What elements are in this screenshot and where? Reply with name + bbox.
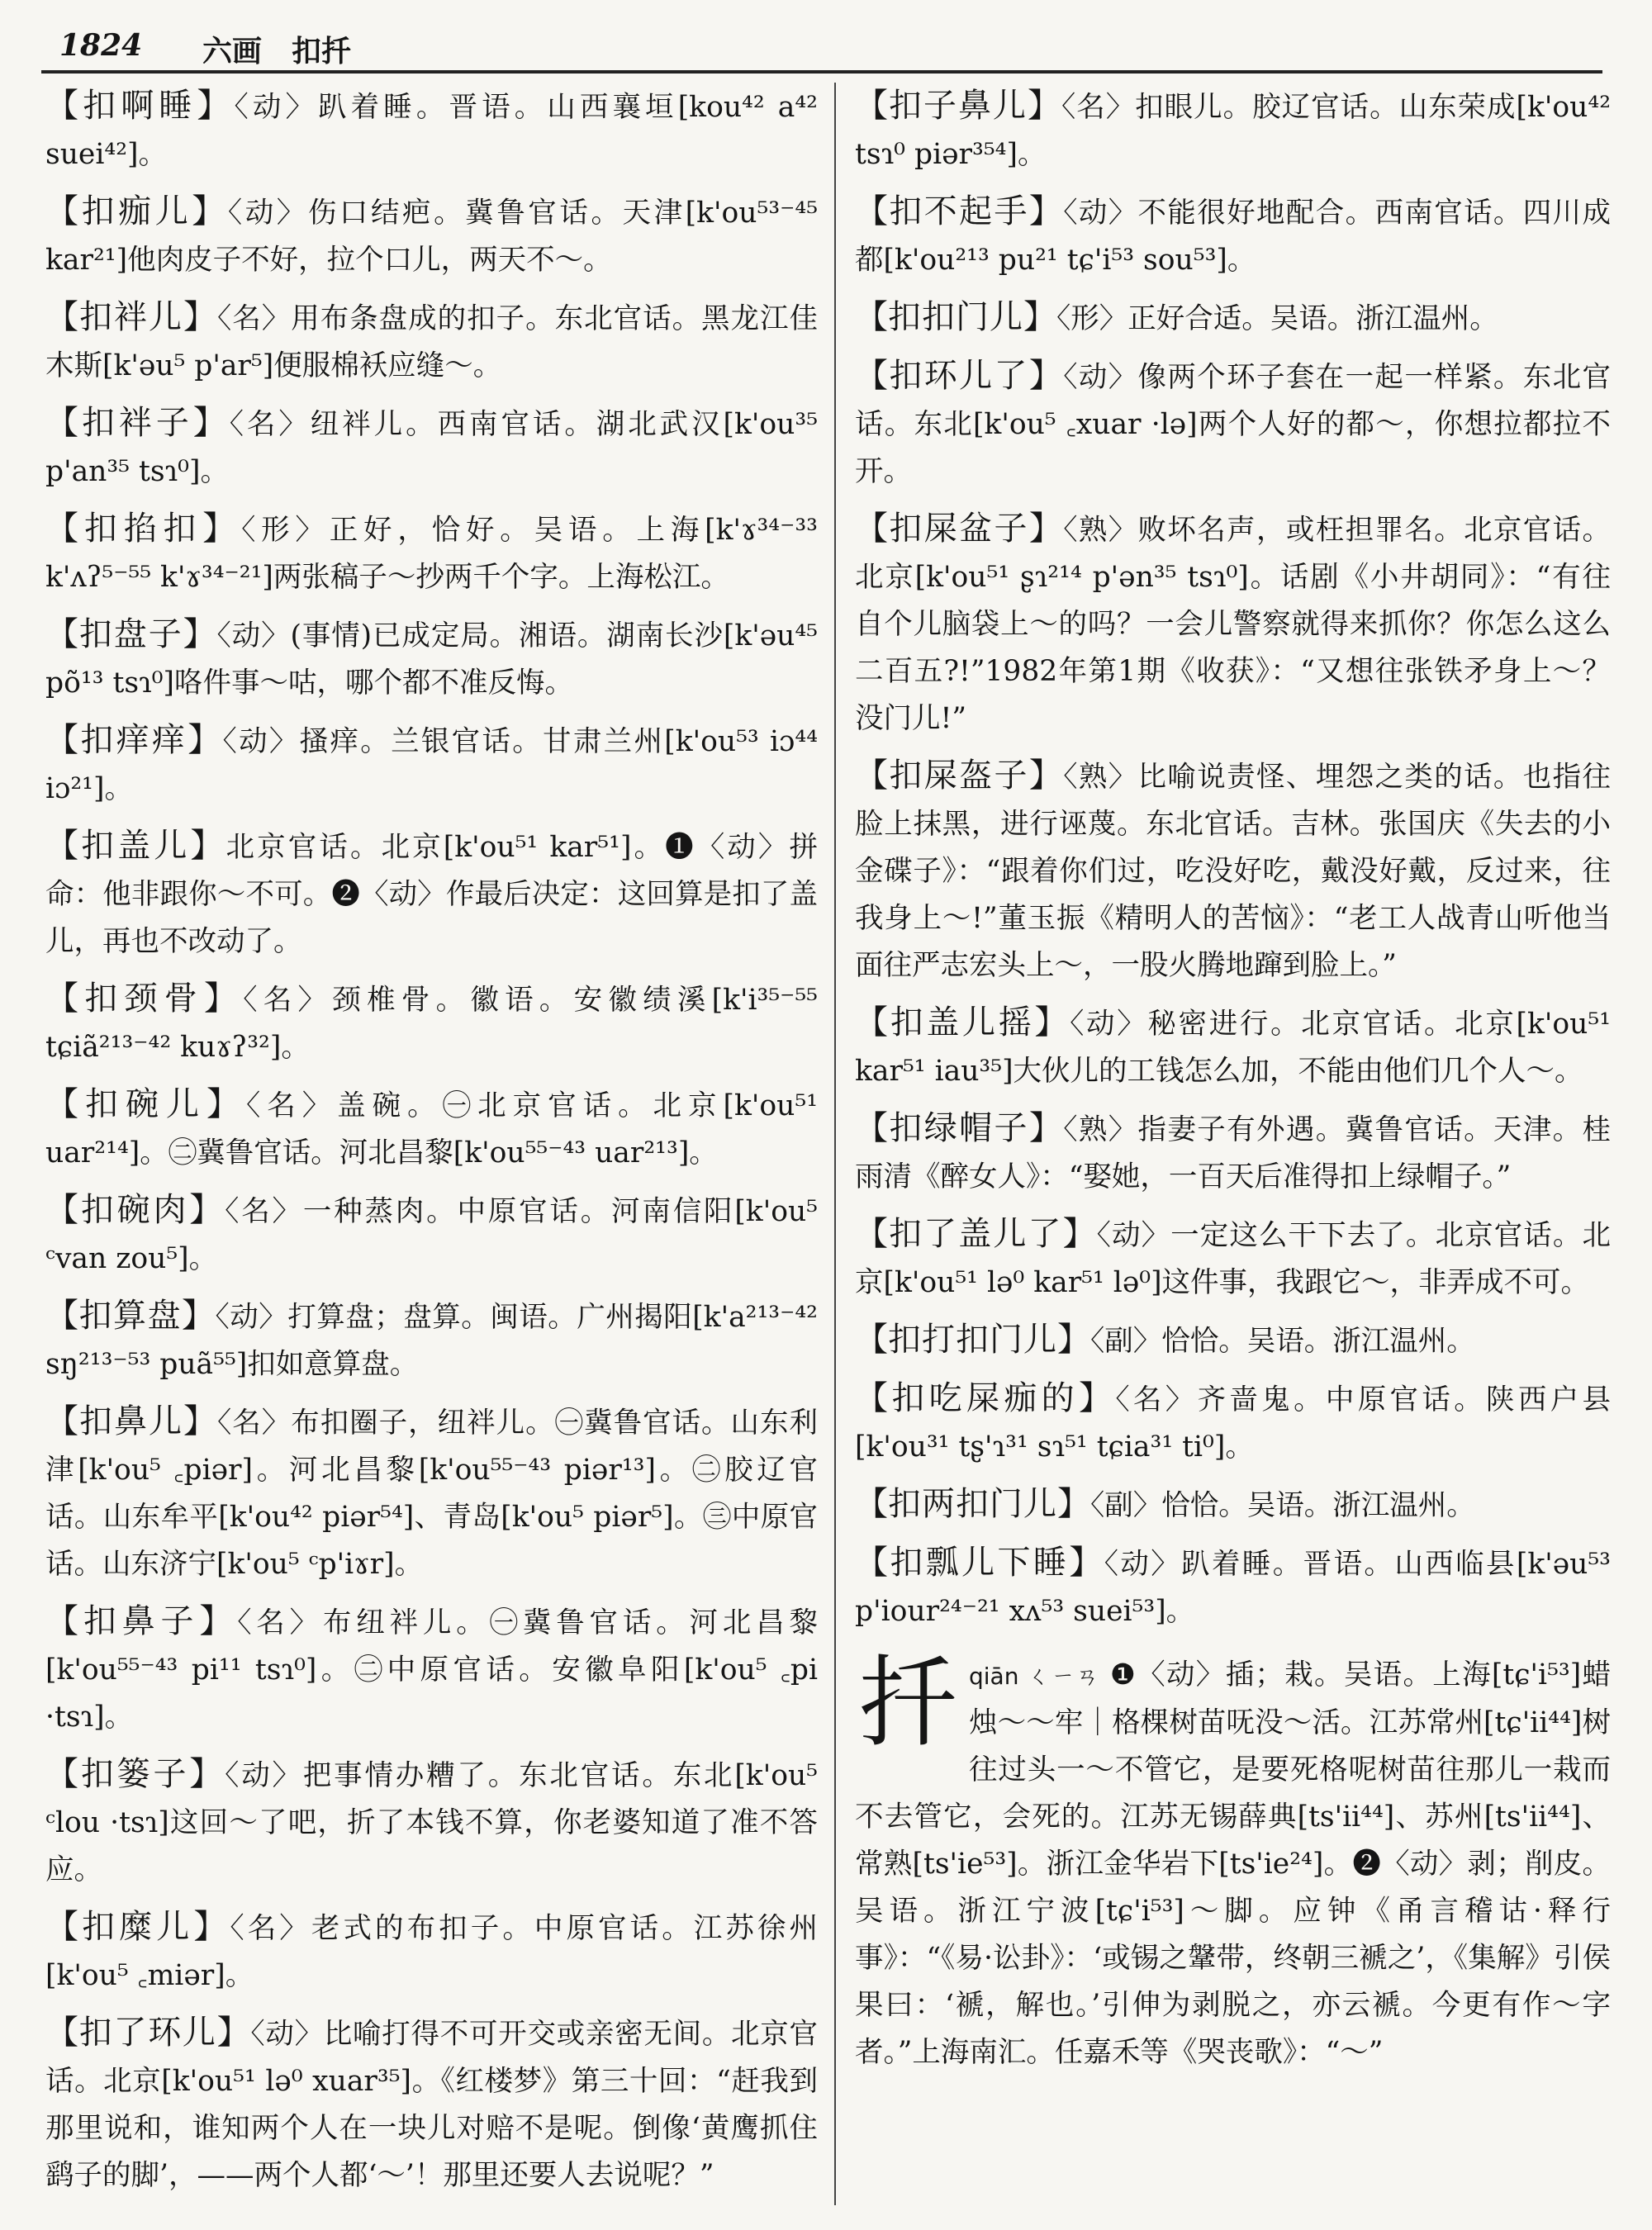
headword: 扣碗肉 [80, 1191, 190, 1229]
definition: 〈熟〉指妻子有外遇。冀鲁官话。天津。桂雨清《醉女人》：“娶她，一百天后准得扣上绿帽子。” [855, 1113, 1611, 1193]
entry: 【扣掐扣】〈形〉正好，恰好。吴语。上海[k'ɤ³⁴⁻³³ k'ʌʔ⁵⁻⁵⁵ k'ɤ³⁴⁻²¹]两张稿子～抄两千个字。上海松江。 [45, 510, 818, 594]
column-divider [834, 83, 836, 2205]
definition: 〈名〉纽袢儿。西南官话。湖北武汉[k'ou³⁵ p'an³⁵ tsɿ⁰]。 [45, 408, 818, 488]
entry: 【扣瓢儿下睡】〈动〉趴着睡。晋语。山西临县[k'əu⁵³ p'iour²⁴⁻²¹ xʌ⁵³ suei⁵³]。 [855, 1544, 1611, 1628]
definition: 〈名〉扣眼儿。胶辽官话。山东荣成[k'ou⁴² tsɿ⁰ piər³⁵⁴]。 [855, 91, 1611, 171]
definition: 〈动〉搔痒。兰银官话。甘肃兰州[k'ou⁵³ iɔ⁴⁴ iɔ²¹]。 [45, 725, 818, 805]
definition: 〈动〉比喻打得不可开交或亲密无间。北京官话。北京[k'ou⁵¹ lə⁰ xuar³⁵]。《红楼梦》第三十回：“赶我到那里说和，谁知两个人在一块儿对赔不是呢。倒像‘黄鹰抓住鹞子的脚’，——两个人都‘～’！那里还要人去说呢？” [45, 2018, 818, 2192]
definition: 〈熟〉败坏名声，或枉担罪名。北京官话。北京[k'ou⁵¹ ʂɿ²¹⁴ p'ən³⁵ tsɿ⁰]。话剧《小井胡同》：“有往自个儿脑袋上～的吗？一会儿警察就得来抓你？你怎么这么二百五?!”1982年第1期《收获》：“又想往张铁矛身上～？没门儿!” [855, 514, 1611, 735]
headword: 扣痂儿 [81, 192, 192, 230]
right-column [855, 83, 1611, 2213]
entry: 【扣碗肉】〈名〉一种蒸肉。中原官话。河南信阳[k'ou⁵ ᶜvan zou⁵]。 [45, 1191, 818, 1275]
headword: 扣啊睡 [83, 87, 197, 125]
definition: 〈名〉盖碗。㊀北京官话。北京[k'ou⁵¹ uar²¹⁴]。㊁冀鲁官话。河北昌黎[k'ou⁵⁵⁻⁴³ uar²¹³]。 [45, 1089, 818, 1170]
definition: 〈动〉不能很好地配合。西南官话。四川成都[k'ou²¹³ pu²¹ tɕ'i⁵³ sou⁵³]。 [855, 197, 1611, 277]
headword: 扣了盖儿了 [889, 1215, 1063, 1253]
entry: 【扣袢子】〈名〉纽袢儿。西南官话。湖北武汉[k'ou³⁵ p'an³⁵ tsɿ⁰]。 [45, 404, 818, 488]
entry: 【扣篓子】〈动〉把事情办糟了。东北官话。东北[k'ou⁵ ᶜlou ·tsɿ]这回～了吧，折了本钱不算，你老婆知道了准不答应。 [45, 1755, 818, 1886]
head-character: 扦 [858, 1646, 957, 1761]
headword: 扣鼻儿 [79, 1402, 183, 1440]
entry: 【扣了环儿】〈动〉比喻打得不可开交或亲密无间。北京官话。北京[k'ou⁵¹ lə⁰ xuar³⁵]。《红楼梦》第三十回：“赶我到那里说和，谁知两个人在一块儿对赔不是呢。倒像‘黄鹰抓住鹞子的脚’，——两个人都‘～’！那里还要人去说呢？” [45, 2014, 818, 2192]
entry: 【扣鼻子】〈名〉布纽袢儿。㊀冀鲁官话。河北昌黎[k'ou⁵⁵⁻⁴³ pi¹¹ tsɿ⁰]。㊁中原官话。安徽阜阳[k'ou⁵ ꜀pi ·tsɿ]。 [45, 1602, 818, 1734]
entry: 【扣吃屎痂的】〈名〉齐啬鬼。中原官话。陕西户县[k'ou³¹ tʂ'ɿ³¹ sɿ⁵¹ tɕia³¹ ti⁰]。 [855, 1379, 1611, 1464]
headword: 扣盖儿 [81, 827, 191, 865]
page-number: 1824 [59, 28, 143, 63]
definition: 〈动〉把事情办糟了。东北官话。东北[k'ou⁵ ᶜlou ·tsɿ]这回～了吧，折了本钱不算，你老婆知道了准不答应。 [45, 1759, 818, 1886]
headword: 扣两扣门儿 [888, 1485, 1057, 1523]
definition: 〈形〉正好合适。吴语。浙江温州。 [1056, 302, 1498, 335]
entry: 【扣盖儿摇】〈动〉秘密进行。北京官话。北京[k'ou⁵¹ kar⁵¹ iau³⁵]大伙儿的工钱怎么加，不能由他们几个人～。 [855, 1004, 1611, 1088]
headword: 扣打扣门儿 [888, 1321, 1057, 1359]
headword: 扣屎盆子 [889, 510, 1029, 548]
entry: 【扣算盘】〈动〉打算盘；盘算。闽语。广州揭阳[k'a²¹³⁻⁴² sŋ²¹³⁻⁵³ puã⁵⁵]扣如意算盘。 [45, 1297, 818, 1381]
entry: 【扣痒痒】〈动〉搔痒。兰银官话。甘肃兰州[k'ou⁵³ iɔ⁴⁴ iɔ²¹]。 [45, 721, 818, 805]
headword: 扣痒痒 [80, 721, 188, 759]
definition: 〈动〉(事情)已成定局。湘语。湖南长沙[k'əu⁴⁵ põ¹³ tsɿ⁰]咯件事～咕，哪个都不准反悔。 [45, 619, 818, 700]
definition: 〈名〉齐啬鬼。中原官话。陕西户县[k'ou³¹ tʂ'ɿ³¹ sɿ⁵¹ tɕia³¹ ti⁰]。 [855, 1383, 1611, 1464]
headword: 扣环儿了 [889, 357, 1029, 395]
headword: 扣掐扣 [83, 510, 203, 548]
entry: 【扣扣门儿】〈形〉正好合适。吴语。浙江温州。 [855, 298, 1498, 336]
definition: ❶〈动〉插；栽。吴语。上海[tɕ'i⁵³]蜡烛～～牢｜格棵树苗呒没～活。江苏常州[tɕ'ii⁴⁴]树往过头一～不管它，是要死格呢树苗往那儿一栽而不去管它，会死的。江苏无锡薛典[ts'ii⁴⁴]、苏州[ts'ii⁴⁴]、常熟[ts'ie⁵³]。浙江金华岩下[ts'ie²⁴]。❷〈动〉剥；削皮。吴语。浙江宁波[tɕ'i⁵³]～脚。应钟《甬言稽诂·释行事》：“《易·讼卦》：‘或锡之鞶带，终朝三褫之’，《集解》引侯果曰：‘褫，解也。’引伸为剥脱之，亦云褫。今更有作～字者。”上海南汇。任嘉禾等《哭丧歌》：“～” [855, 1658, 1611, 2069]
section-title: 六画 扣扦 [202, 35, 352, 69]
definition: 〈名〉用布条盘成的扣子。东北官话。黑龙江佳木斯[k'əu⁵ p'ar⁵]便服棉袄应缝～。 [45, 302, 818, 382]
entry: 【扣碗儿】〈名〉盖碗。㊀北京官话。北京[k'ou⁵¹ uar²¹⁴]。㊁冀鲁官话。河北昌黎[k'ou⁵⁵⁻⁴³ uar²¹³]。 [45, 1085, 818, 1170]
definition: 〈名〉老式的布扣子。中原官话。江苏徐州[k'ou⁵ ꜀miər]。 [45, 1912, 818, 1992]
entry: 【扣痂儿】〈动〉伤口结疤。冀鲁官话。天津[k'ou⁵³⁻⁴⁵ kar²¹]他肉皮子不好，拉个口儿，两天不～。 [45, 192, 818, 277]
definition: 〈动〉秘密进行。北京官话。北京[k'ou⁵¹ kar⁵¹ iau³⁵]大伙儿的工钱怎么加，不能由他们几个人～。 [855, 1008, 1611, 1088]
entry: 【扣啊睡】〈动〉趴着睡。晋语。山西襄垣[kou⁴² a⁴² suei⁴²]。 [45, 87, 818, 171]
definition: 〈动〉伤口结疤。冀鲁官话。天津[k'ou⁵³⁻⁴⁵ kar²¹]他肉皮子不好，拉个口儿，两天不～。 [45, 197, 818, 277]
definition: 〈动〉趴着睡。晋语。山西襄垣[kou⁴² a⁴² suei⁴²]。 [45, 91, 818, 171]
definition: 〈副〉恰恰。吴语。浙江温州。 [1090, 1489, 1475, 1522]
definition: 北京官话。北京[k'ou⁵¹ kar⁵¹]。❶〈动〉拼命：他非跟你～不可。❷〈动〉作最后决定：这回算是扣了盖儿，再也不改动了。 [45, 831, 818, 958]
page-header [41, 25, 1602, 74]
entry: 【扣糜儿】〈名〉老式的布扣子。中原官话。江苏徐州[k'ou⁵ ꜀miər]。 [45, 1908, 818, 1992]
headword: 扣不起手 [889, 192, 1029, 230]
entry: 【扣屎盆子】〈熟〉败坏名声，或枉担罪名。北京官话。北京[k'ou⁵¹ ʂɿ²¹⁴ p'ən³⁵ tsɿ⁰]。话剧《小井胡同》：“有往自个儿脑袋上～的吗？一会儿警察就得来抓你？你怎么这么二百五?!”1982年第1期《收获》：“又想往张铁矛身上～？没门儿!” [855, 510, 1611, 735]
definition: 〈动〉打算盘；盘算。闽语。广州揭阳[k'a²¹³⁻⁴² sŋ²¹³⁻⁵³ puã⁵⁵]扣如意算盘。 [45, 1301, 818, 1381]
entry: 【扣袢儿】〈名〉用布条盘成的扣子。东北官话。黑龙江佳木斯[k'əu⁵ p'ar⁵]便服棉袄应缝～。 [45, 298, 818, 382]
headword: 扣绿帽子 [889, 1109, 1029, 1147]
headword: 扣盖儿摇 [890, 1004, 1035, 1041]
entry: 【扣子鼻儿】〈名〉扣眼儿。胶辽官话。山东荣成[k'ou⁴² tsɿ⁰ piər³⁵⁴]。 [855, 87, 1611, 171]
definition: 〈熟〉比喻说责怪、埋怨之类的话。也指往脸上抹黑，进行诬蔑。东北官话。吉林。张国庆《失去的小金碟子》：“跟着你们过，吃没好吃，戴没好戴，反过来，往我身上～!”董玉振《精明人的苦恼》：“老工人战青山听他当面往严志宏头上～，一股火腾地蹿到脸上。” [855, 761, 1611, 982]
headword: 扣了环儿 [78, 2014, 217, 2052]
definition: 〈副〉恰恰。吴语。浙江温州。 [1090, 1325, 1475, 1358]
definition: 〈名〉一种蒸肉。中原官话。河南信阳[k'ou⁵ ᶜvan zou⁵]。 [45, 1195, 818, 1275]
entry: 【扣盖儿】北京官话。北京[k'ou⁵¹ kar⁵¹]。❶〈动〉拼命：他非跟你～不可。❷〈动〉作最后决定：这回算是扣了盖儿，再也不改动了。 [45, 827, 818, 958]
headword: 扣袢儿 [79, 298, 183, 336]
pinyin-zhuyin: qiān ㄑㄧㄢ [969, 1663, 1100, 1690]
entry: 【扣绿帽子】〈熟〉指妻子有外遇。冀鲁官话。天津。桂雨清《醉女人》：“娶她，一百天后准得扣上绿帽子。” [855, 1109, 1611, 1193]
entry: 【扣鼻儿】〈名〉布扣圈子，纽袢儿。㊀冀鲁官话。山东利津[k'ou⁵ ꜀piər]。河北昌黎[k'ou⁵⁵⁻⁴³ piər¹³]。㊁胶辽官话。山东牟平[k'ou⁴² piər⁵⁴]、青岛[k'ou⁵ piər⁵]。㊂中原官话。山东济宁[k'ou⁵ ᶜp'iɤr]。 [45, 1402, 818, 1581]
definition: 〈名〉布纽袢儿。㊀冀鲁官话。河北昌黎[k'ou⁵⁵⁻⁴³ pi¹¹ tsɿ⁰]。㊁中原官话。安徽阜阳[k'ou⁵ ꜀pi ·tsɿ]。 [45, 1606, 818, 1734]
headword: 扣子鼻儿 [889, 87, 1028, 125]
entry: 【扣了盖儿了】〈动〉一定这么干下去了。北京官话。北京[k'ou⁵¹ lə⁰ kar⁵¹ lə⁰]这件事，我跟它～，非弄成不可。 [855, 1215, 1611, 1299]
definition: 〈形〉正好，恰好。吴语。上海[k'ɤ³⁴⁻³³ k'ʌʔ⁵⁻⁵⁵ k'ɤ³⁴⁻²¹]两张稿子～抄两千个字。上海松江。 [45, 514, 818, 594]
left-column [45, 83, 818, 2213]
headword: 扣吃屎痂的 [891, 1379, 1079, 1417]
headword: 扣碗儿 [85, 1085, 206, 1123]
headword: 扣瓢儿下睡 [890, 1544, 1070, 1582]
headword: 扣糜儿 [82, 1908, 194, 1946]
entry: 【扣两扣门儿】〈副〉恰恰。吴语。浙江温州。 [855, 1485, 1475, 1523]
entry: 【扣盘子】〈动〉(事情)已成定局。湘语。湖南长沙[k'əu⁴⁵ põ¹³ tsɿ⁰]咯件事～咕，哪个都不准反悔。 [45, 615, 818, 700]
character-entry-qian [855, 1646, 1611, 2076]
entry: 【扣环儿了】〈动〉像两个环子套在一起一样紧。东北官话。东北[k'ou⁵ ꜀xuar ·lə]两个人好的都～，你想拉都拉不开。 [855, 357, 1611, 488]
headword: 扣算盘 [78, 1297, 182, 1335]
definition: 〈动〉一定这么干下去了。北京官话。北京[k'ou⁵¹ lə⁰ kar⁵¹ lə⁰]这件事，我跟它～，非弄成不可。 [855, 1219, 1611, 1299]
headword: 扣扣门儿 [888, 298, 1023, 336]
definition: 〈动〉像两个环子套在一起一样紧。东北官话。东北[k'ou⁵ ꜀xuar ·lə]两个人好的都～，你想拉都拉不开。 [855, 361, 1611, 488]
headword: 扣袢子 [81, 404, 193, 442]
definition: 〈动〉趴着睡。晋语。山西临县[k'əu⁵³ p'iour²⁴⁻²¹ xʌ⁵³ suei⁵³]。 [855, 1548, 1611, 1628]
definition: 〈名〉布扣圈子，纽袢儿。㊀冀鲁官话。山东利津[k'ou⁵ ꜀piər]。河北昌黎[k'ou⁵⁵⁻⁴³ piər¹³]。㊁胶辽官话。山东牟平[k'ou⁴² piər⁵⁴]、青岛[k'ou⁵ piər⁵]。㊂中原官话。山东济宁[k'ou⁵ ᶜp'iɤr]。 [45, 1407, 818, 1581]
headword: 扣盘子 [78, 615, 183, 653]
headword: 扣屎盔子 [889, 757, 1029, 795]
entry: 【扣打扣门儿】〈副〉恰恰。吴语。浙江温州。 [855, 1321, 1475, 1359]
definition: 〈名〉颈椎骨。徽语。安徽绩溪[k'i³⁵⁻⁵⁵ tɕiã²¹³⁻⁴² kuɤʔ³²]。 [45, 984, 818, 1064]
headword: 扣颈骨 [84, 980, 205, 1018]
headword: 扣鼻子 [83, 1602, 200, 1640]
entry: 【扣屎盔子】〈熟〉比喻说责怪、埋怨之类的话。也指往脸上抹黑，进行诬蔑。东北官话。吉林。张国庆《失去的小金碟子》：“跟着你们过，吃没好吃，戴没好戴，反过来，往我身上～!”董玉振《精明人的苦恼》：“老工人战青山听他当面往严志宏头上～，一股火腾地蹿到脸上。” [855, 757, 1611, 982]
entry: 【扣颈骨】〈名〉颈椎骨。徽语。安徽绩溪[k'i³⁵⁻⁵⁵ tɕiã²¹³⁻⁴² kuɤʔ³²]。 [45, 980, 818, 1064]
entry: 【扣不起手】〈动〉不能很好地配合。西南官话。四川成都[k'ou²¹³ pu²¹ tɕ'i⁵³ sou⁵³]。 [855, 192, 1611, 277]
headword: 扣篓子 [80, 1755, 190, 1793]
